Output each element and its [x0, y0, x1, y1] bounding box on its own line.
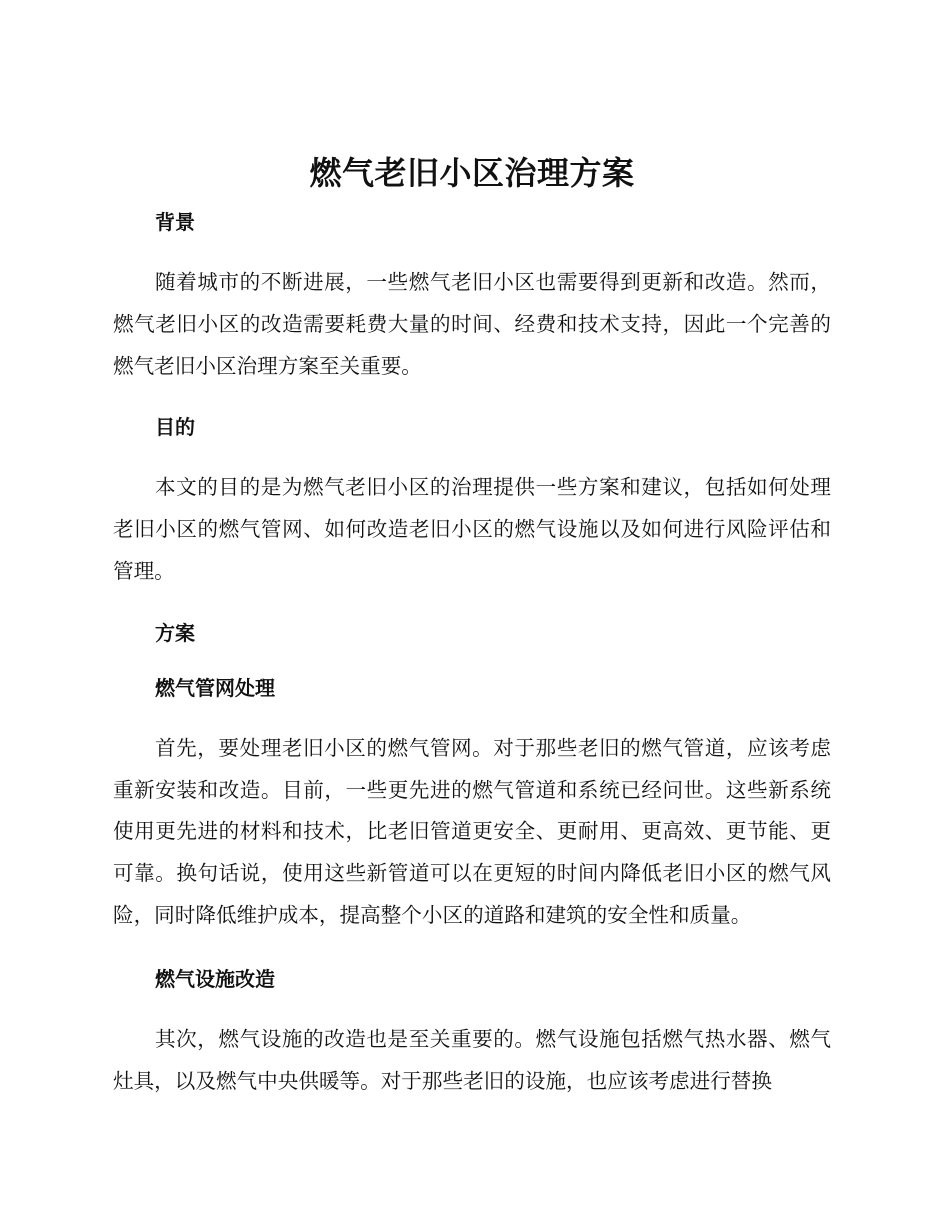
- document-title: 燃气老旧小区治理方案: [309, 154, 635, 192]
- paragraph-background: 随着城市的不断进展，一些燃气老旧小区也需要得到更新和改造。然而，燃气老旧小区的改造需要耗费大量的时间、经费和技术支持，因此一个完善的燃气老旧小区治理方案至关重要。: [113, 270, 831, 378]
- section-heading-background: 背景: [155, 210, 195, 234]
- paragraph-gas-facility-renovation: 其次，燃气设施的改造也是至关重要的。燃气设施包括燃气热水器、燃气灶具，以及燃气中央供暖等。对于那些老旧的设施，也应该考虑进行替换: [113, 1026, 831, 1093]
- subsection-heading-gas-facility-renovation: 燃气设施改造: [155, 966, 275, 991]
- section-heading-purpose: 目的: [155, 415, 195, 440]
- section-heading-plan: 方案: [155, 620, 195, 645]
- paragraph-purpose: 本文的目的是为燃气老旧小区的治理提供一些方案和建议，包括如何处理老旧小区的燃气管网、如何改造老旧小区的燃气设施以及如何进行风险评估和管理。: [113, 475, 831, 583]
- subsection-heading-gas-pipe-network: 燃气管网处理: [155, 675, 275, 700]
- document-body: [113, 150, 831, 1102]
- paragraph-gas-pipe-network: 首先，要处理老旧小区的燃气管网。对于那些老旧的燃气管道，应该考虑重新安装和改造。目前，一些更先进的燃气管道和系统已经问世。这些新系统使用更先进的材料和技术，比老旧管道更安全、更耐用、更高效、更节能、更可靠。换句话说，使用这些新管道可以在更短的时间内降低老旧小区的燃气风险，同时降低维护成本，提高整个小区的道路和建筑的安全性和质量。: [113, 735, 831, 927]
